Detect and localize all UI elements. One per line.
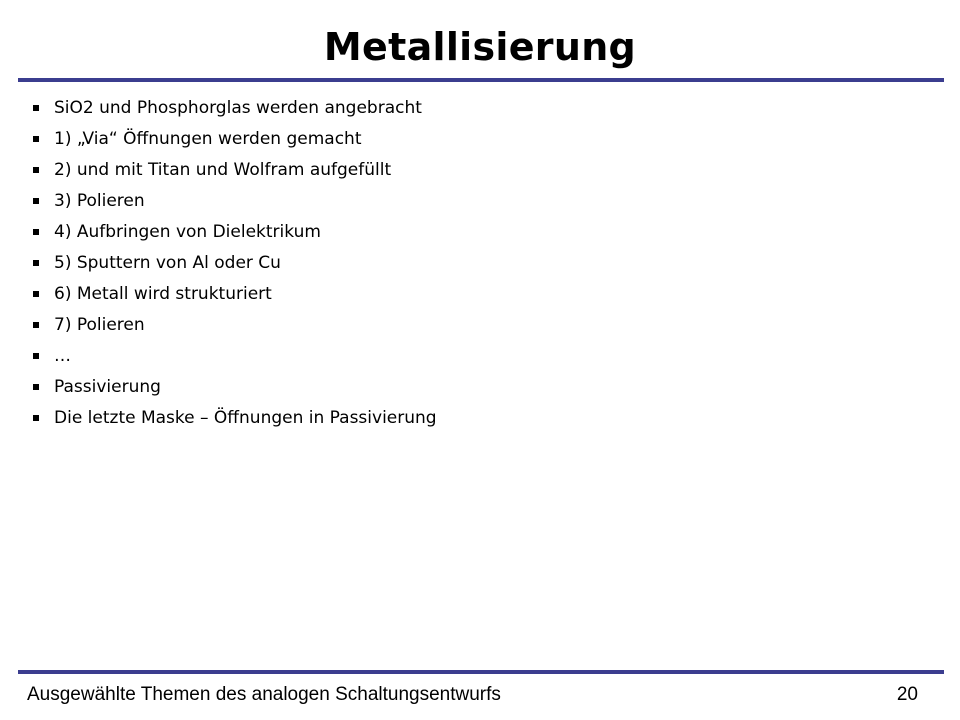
square-bullet-icon bbox=[33, 260, 39, 266]
bullet-text: SiO2 und Phosphorglas werden angebracht bbox=[54, 97, 422, 118]
bullet-item bbox=[33, 340, 437, 371]
bullet-item bbox=[33, 247, 437, 278]
bullet-item bbox=[33, 216, 437, 247]
square-bullet-icon bbox=[33, 136, 39, 142]
square-bullet-icon bbox=[33, 353, 39, 359]
bullet-item bbox=[33, 402, 437, 433]
bullet-text: 6) Metall wird strukturiert bbox=[54, 283, 272, 304]
footer-course-title: Ausgewählte Themen des analogen Schaltungsentwurfs bbox=[27, 684, 501, 705]
square-bullet-icon bbox=[33, 384, 39, 390]
bullet-text: 7) Polieren bbox=[54, 314, 145, 335]
bullet-list bbox=[33, 92, 437, 433]
bullet-text: … bbox=[54, 345, 71, 366]
bullet-text: Passivierung bbox=[54, 376, 161, 397]
bullet-item bbox=[33, 309, 437, 340]
square-bullet-icon bbox=[33, 198, 39, 204]
square-bullet-icon bbox=[33, 322, 39, 328]
square-bullet-icon bbox=[33, 105, 39, 111]
bullet-text: 1) „Via“ Öffnungen werden gemacht bbox=[54, 128, 362, 149]
square-bullet-icon bbox=[33, 415, 39, 421]
bullet-text: Die letzte Maske – Öffnungen in Passivierung bbox=[54, 407, 437, 428]
title-divider bbox=[18, 78, 944, 82]
bullet-text: 3) Polieren bbox=[54, 190, 145, 211]
bullet-item bbox=[33, 92, 437, 123]
slide-title: Metallisierung bbox=[323, 25, 637, 69]
bullet-item bbox=[33, 123, 437, 154]
page-number: 20 bbox=[896, 684, 918, 705]
bullet-item bbox=[33, 185, 437, 216]
square-bullet-icon bbox=[33, 167, 39, 173]
bullet-item bbox=[33, 154, 437, 185]
square-bullet-icon bbox=[33, 229, 39, 235]
bullet-text: 2) und mit Titan und Wolfram aufgefüllt bbox=[54, 159, 392, 180]
square-bullet-icon bbox=[33, 291, 39, 297]
bullet-text: 4) Aufbringen von Dielektrikum bbox=[54, 221, 321, 242]
footer-divider bbox=[18, 670, 944, 674]
bullet-text: 5) Sputtern von Al oder Cu bbox=[54, 252, 281, 273]
bullet-item bbox=[33, 371, 437, 402]
bullet-item bbox=[33, 278, 437, 309]
